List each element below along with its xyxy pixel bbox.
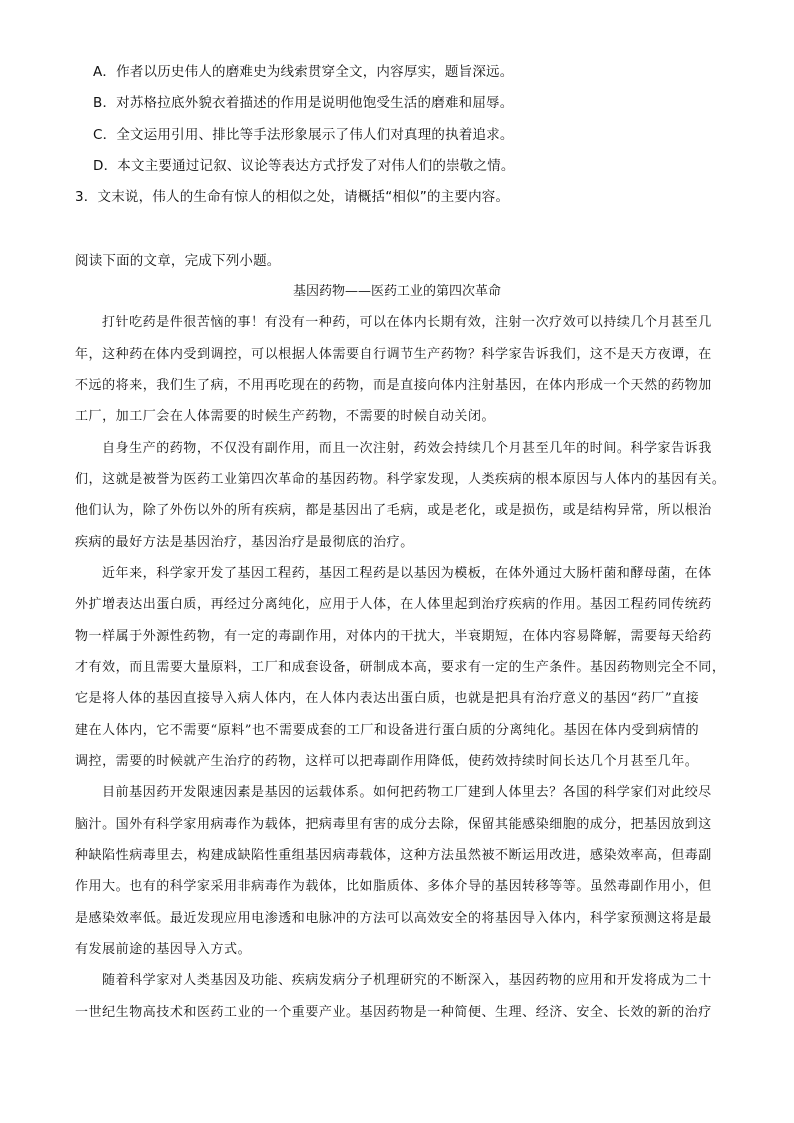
article-line: 才有效，而且需要大量原料，工厂和成套设备，研制成本高，要求有一定的生产条件。基因药物则完全不同， [75, 660, 726, 675]
article-line: 调控，需要的时候就产生治疗的药物，这样可以把毒副作用降低，使药效持续时间长达几个月甚至几年。 [75, 754, 699, 769]
question-3: 3．文末说，伟人的生命有惊人的相似之处，请概括“相似”的主要内容。 [75, 189, 510, 205]
article-line: 打针吃药是件很苦恼的事！有没有一种药，可以在体内长期有效，注射一次疗效可以持续几个月甚至几 [102, 315, 712, 330]
article-line: 种缺陷性病毒里去，构建成缺陷性重组基因病毒载体，这种方法虽然被不断运用改进，感染效率高，但毒副 [75, 848, 712, 863]
article-line: 随着科学家对人类基因及功能、疾病发病分子机理研究的不断深入，基因药物的应用和开发将成为二十 [102, 973, 712, 988]
reading-instruction: 阅读下面的文章，完成下列小题。 [75, 253, 281, 269]
article-line: 他们认为，除了外伤以外的所有疾病，都是基因出了毛病，或是老化，或是损伤，或是结构异常，所以根治 [75, 503, 712, 518]
article-line: 是感染效率低。最近发现应用电渗透和电脉冲的方法可以高效安全的将基因导入体内，科学家预测这将是最 [75, 911, 712, 926]
article-line: 不远的将来，我们生了病，不用再吃现在的药物，而是直接向体内注射基因，在体内形成一个天然的药物加 [75, 378, 712, 393]
article-line: 近年来，科学家开发了基因工程药，基因工程药是以基因为模板，在体外通过大肠杆菌和酵母菌，在体 [102, 566, 712, 581]
article-title: 基因药物——医药工业的第四次革命 [292, 284, 501, 299]
option-a: A．作者以历史伟人的磨难史为线索贯穿全文，内容厚实，题旨深远。 [93, 64, 514, 80]
option-d: D．本文主要通过记叙、议论等表达方式抒发了对伟人们的崇敬之情。 [93, 158, 515, 174]
option-b: B．对苏格拉底外貌衣着描述的作用是说明他饱受生活的磨难和屈辱。 [93, 95, 514, 111]
article-line: 目前基因药开发限速因素是基因的运载体系。如何把药物工厂建到人体里去？各国的科学家们对此绞尽 [102, 785, 712, 800]
article-line: 作用大。也有的科学家采用非病毒作为载体，比如脂质体、多体介导的基因转移等等。虽然毒副作用小，但 [75, 879, 712, 894]
article-line: 它是将人体的基因直接导入病人体内，在人体内表达出蛋白质，也就是把具有治疗意义的基因“药厂”直接 [75, 691, 700, 706]
article-line: 自身生产的药物，不仅没有副作用，而且一次注射，药效会持续几个月甚至几年的时间。科学家告诉我 [102, 441, 712, 456]
article-line: 脑汁。国外有科学家用病毒作为载体，把病毒里有害的成分去除，保留其能感染细胞的成分，把基因放到这 [75, 817, 712, 832]
article-line: 外扩增表达出蛋白质，再经过分离纯化，应用于人体，在人体里起到治疗疾病的作用。基因工程药同传统药 [75, 597, 712, 612]
article-line: 建在人体内，它不需要“原料”也不需要成套的工厂和设备进行蛋白质的分离纯化。基因在体内受到病情的 [75, 723, 700, 738]
article-line: 疾病的最好方法是基因治疗，基因治疗是最彻底的治疗。 [75, 535, 414, 550]
article-line: 们，这就是被誉为医药工业第四次革命的基因药物。科学家发现，人类疾病的根本原因与人体内的基因有关。 [75, 472, 726, 487]
article-line: 一世纪生物高技术和医药工业的一个重要产业。基因药物是一种简便、生理、经济、安全、长效的新的治疗 [75, 1005, 712, 1020]
article-line: 年，这种药在体内受到调控，可以根据人体需要自行调节生产药物？科学家告诉我们，这不是天方夜谭，在 [75, 347, 712, 362]
option-c: C．全文运用引用、排比等手法形象展示了伟人们对真理的执着追求。 [93, 127, 514, 143]
article-line: 物一样属于外源性药物，有一定的毒副作用，对体内的干扰大，半衰期短，在体内容易降解，需要每天给药 [75, 629, 712, 644]
article-line: 工厂，加工厂会在人体需要的时候生产药物，不需要的时候自动关闭。 [75, 409, 496, 424]
article-line: 有发展前途的基因导入方式。 [75, 942, 252, 957]
